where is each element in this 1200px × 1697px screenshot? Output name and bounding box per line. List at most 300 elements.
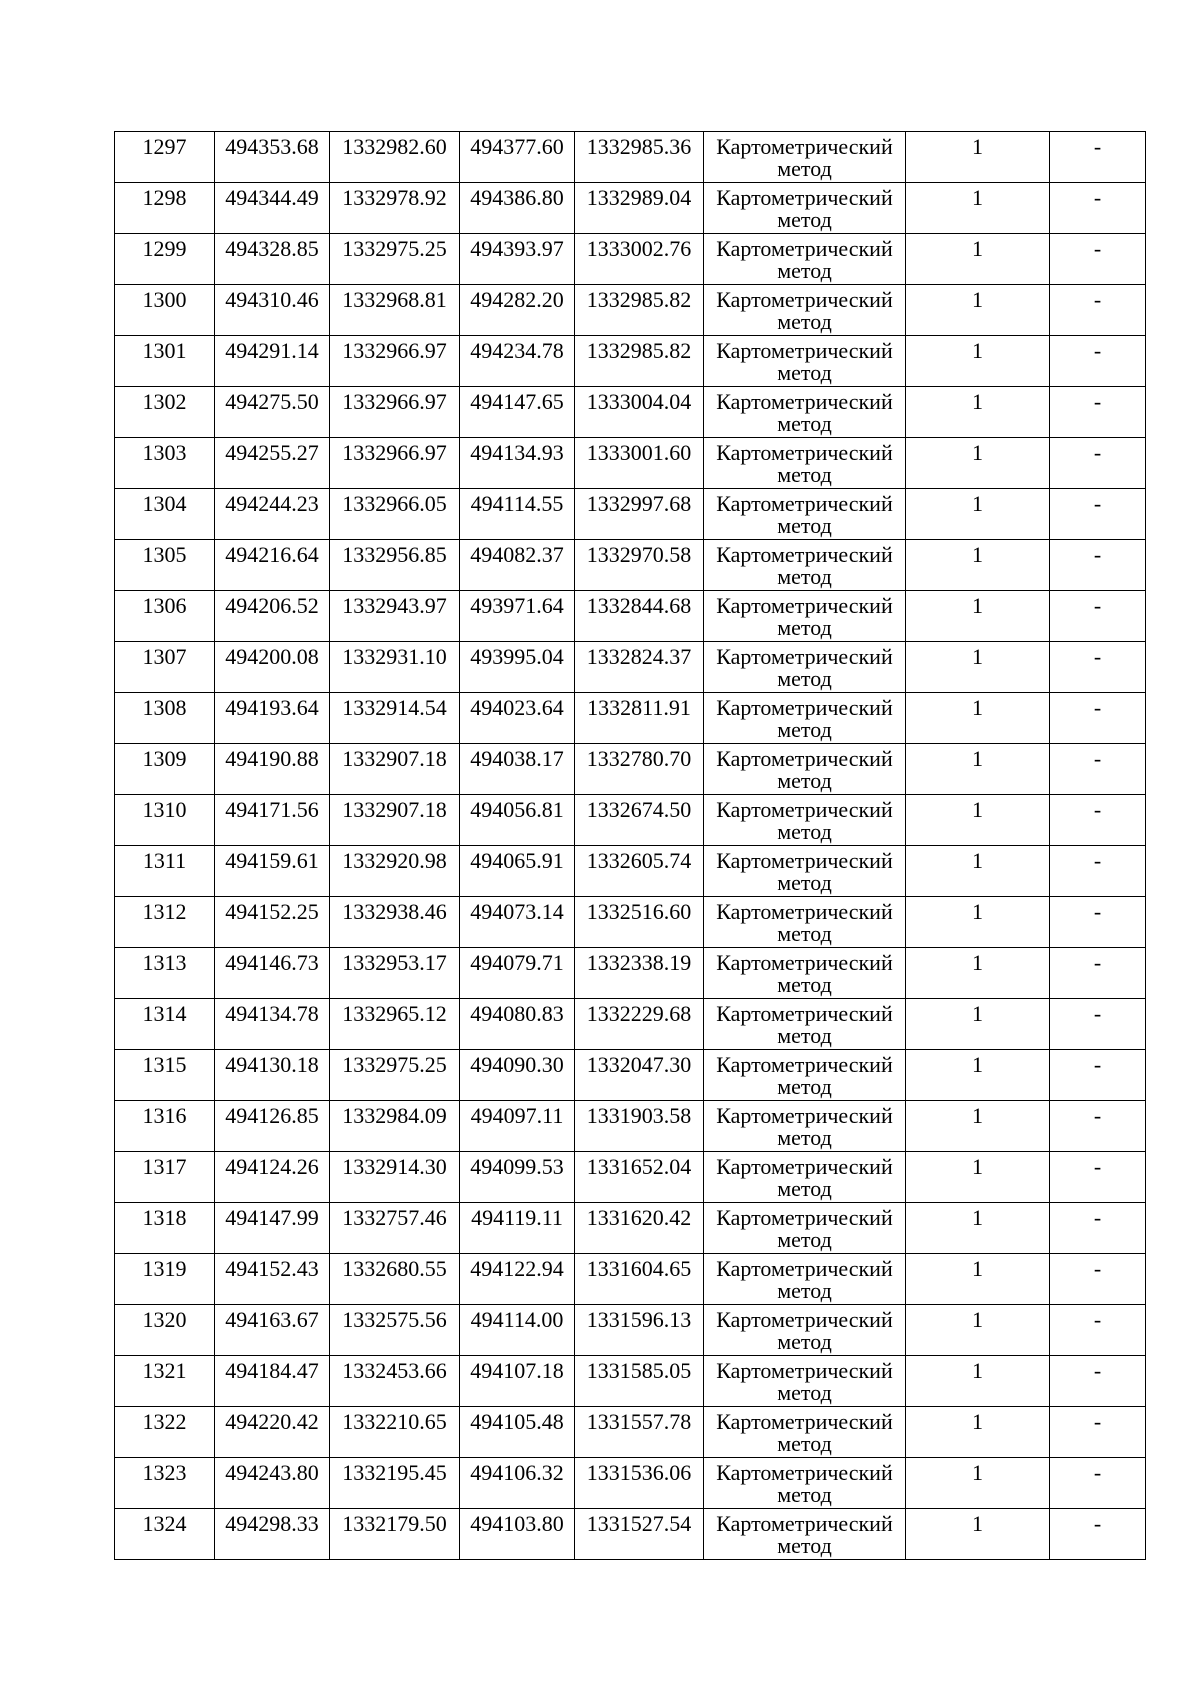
x1-coordinate-cell-text: 494171.56 [225, 797, 319, 822]
y2-coordinate-cell-text: 1332970.58 [586, 542, 692, 567]
method-cell [704, 693, 906, 744]
note-cell [1050, 1254, 1146, 1305]
y1-coordinate-cell [330, 1101, 460, 1152]
x2-coordinate-cell-text: 494282.20 [470, 287, 564, 312]
note-cell [1050, 744, 1146, 795]
x1-coordinate-cell [215, 183, 330, 234]
value-cell [906, 438, 1050, 489]
value-cell [906, 948, 1050, 999]
x1-coordinate-cell-text: 494216.64 [225, 542, 319, 567]
method-line-1: Картометрический [716, 848, 893, 873]
y1-coordinate-cell-text: 1332966.05 [342, 491, 447, 516]
y2-coordinate-cell-text: 1332989.04 [586, 185, 692, 210]
note-cell-text: - [1093, 440, 1102, 465]
x2-coordinate-cell [460, 1356, 575, 1407]
y1-coordinate-cell-text: 1332966.97 [342, 389, 447, 414]
x2-coordinate-cell [460, 1152, 575, 1203]
x1-coordinate-cell [215, 1203, 330, 1254]
y2-coordinate-cell-text: 1331652.04 [586, 1154, 692, 1179]
y1-coordinate-cell-text: 1332680.55 [342, 1256, 447, 1281]
y2-coordinate-cell [575, 234, 704, 285]
x2-coordinate-cell [460, 693, 575, 744]
y1-coordinate-cell [330, 744, 460, 795]
point-number-cell-text: 1319 [142, 1256, 187, 1281]
y1-coordinate-cell [330, 591, 460, 642]
note-cell-text: - [1093, 695, 1102, 720]
value-cell-text: 1 [972, 695, 983, 720]
x1-coordinate-cell-text: 494126.85 [225, 1103, 319, 1128]
value-cell-text: 1 [972, 236, 983, 261]
point-number-cell-text: 1298 [142, 185, 187, 210]
y2-coordinate-cell-text: 1332047.30 [586, 1052, 692, 1077]
value-cell [906, 1152, 1050, 1203]
point-number-cell-text: 1320 [142, 1307, 187, 1332]
note-cell-text: - [1093, 1154, 1102, 1179]
y2-coordinate-cell-text: 1332997.68 [586, 491, 692, 516]
table-row [115, 132, 1146, 183]
x1-coordinate-cell-text: 494220.42 [225, 1409, 319, 1434]
point-number-cell [115, 540, 215, 591]
method-cell [704, 1203, 906, 1254]
x1-coordinate-cell [215, 1407, 330, 1458]
method-line-2: метод [777, 210, 832, 232]
value-cell-text: 1 [972, 440, 983, 465]
y2-coordinate-cell-text: 1332516.60 [586, 899, 692, 924]
point-number-cell [115, 744, 215, 795]
x1-coordinate-cell [215, 642, 330, 693]
method-cell [704, 1356, 906, 1407]
y1-coordinate-cell [330, 1509, 460, 1560]
y1-coordinate-cell [330, 540, 460, 591]
note-cell [1050, 948, 1146, 999]
value-cell-text: 1 [972, 848, 983, 873]
value-cell [906, 1509, 1050, 1560]
x1-coordinate-cell [215, 1101, 330, 1152]
point-number-cell-text: 1299 [142, 236, 187, 261]
note-cell-text: - [1093, 1358, 1102, 1383]
y1-coordinate-cell-text: 1332982.60 [342, 134, 447, 159]
method-cell [704, 999, 906, 1050]
note-cell-text: - [1093, 1052, 1102, 1077]
point-number-cell [115, 948, 215, 999]
value-cell [906, 999, 1050, 1050]
x2-coordinate-cell [460, 1407, 575, 1458]
method-line-1: Картометрический [716, 797, 893, 822]
method-line-2: метод [777, 1128, 832, 1150]
note-cell [1050, 1356, 1146, 1407]
x2-coordinate-cell [460, 234, 575, 285]
x1-coordinate-cell-text: 494200.08 [225, 644, 319, 669]
y2-coordinate-cell-text: 1333001.60 [586, 440, 692, 465]
y2-coordinate-cell [575, 438, 704, 489]
x1-coordinate-cell [215, 948, 330, 999]
x1-coordinate-cell [215, 1305, 330, 1356]
x2-coordinate-cell-text: 494393.97 [470, 236, 564, 261]
note-cell [1050, 1305, 1146, 1356]
point-number-cell-text: 1307 [142, 644, 187, 669]
point-number-cell-text: 1323 [142, 1460, 187, 1485]
y2-coordinate-cell [575, 1101, 704, 1152]
y1-coordinate-cell [330, 387, 460, 438]
x1-coordinate-cell-text: 494190.88 [225, 746, 319, 771]
value-cell-text: 1 [972, 185, 983, 210]
x2-coordinate-cell [460, 285, 575, 336]
note-cell [1050, 846, 1146, 897]
x2-coordinate-cell-text: 494099.53 [470, 1154, 564, 1179]
y1-coordinate-cell-text: 1332984.09 [342, 1103, 447, 1128]
y2-coordinate-cell-text: 1332824.37 [586, 644, 692, 669]
x2-coordinate-cell-text: 494119.11 [471, 1205, 563, 1230]
method-line-2: метод [777, 720, 832, 742]
x2-coordinate-cell-text: 494106.32 [470, 1460, 564, 1485]
y2-coordinate-cell-text: 1331536.06 [586, 1460, 692, 1485]
x1-coordinate-cell-text: 494206.52 [225, 593, 319, 618]
x1-coordinate-cell [215, 744, 330, 795]
point-number-cell-text: 1300 [142, 287, 187, 312]
x2-coordinate-cell-text: 494023.64 [470, 695, 564, 720]
value-cell-text: 1 [972, 389, 983, 414]
x1-coordinate-cell [215, 489, 330, 540]
method-line-1: Картометрический [716, 950, 893, 975]
value-cell [906, 897, 1050, 948]
table-row [115, 1356, 1146, 1407]
note-cell-text: - [1093, 797, 1102, 822]
note-cell [1050, 387, 1146, 438]
method-line-1: Картометрический [716, 1001, 893, 1026]
method-line-1: Картометрический [716, 440, 893, 465]
table-row [115, 1203, 1146, 1254]
y2-coordinate-cell [575, 744, 704, 795]
method-line-2: метод [777, 159, 832, 181]
y2-coordinate-cell [575, 489, 704, 540]
note-cell-text: - [1093, 1001, 1102, 1026]
y1-coordinate-cell [330, 285, 460, 336]
y2-coordinate-cell-text: 1332811.91 [587, 695, 691, 720]
table-row [115, 1458, 1146, 1509]
x1-coordinate-cell [215, 846, 330, 897]
note-cell [1050, 1509, 1146, 1560]
value-cell-text: 1 [972, 1511, 983, 1536]
method-cell [704, 1407, 906, 1458]
x1-coordinate-cell [215, 1356, 330, 1407]
x1-coordinate-cell [215, 438, 330, 489]
y1-coordinate-cell-text: 1332195.45 [342, 1460, 447, 1485]
note-cell-text: - [1093, 1103, 1102, 1128]
x1-coordinate-cell [215, 1458, 330, 1509]
note-cell-text: - [1093, 746, 1102, 771]
point-number-cell [115, 438, 215, 489]
y2-coordinate-cell [575, 1458, 704, 1509]
y1-coordinate-cell [330, 336, 460, 387]
x2-coordinate-cell-text: 494056.81 [470, 797, 564, 822]
x1-coordinate-cell-text: 494310.46 [225, 287, 319, 312]
note-cell-text: - [1093, 593, 1102, 618]
table-row [115, 1152, 1146, 1203]
note-cell-text: - [1093, 185, 1102, 210]
x2-coordinate-cell-text: 494386.80 [470, 185, 564, 210]
point-number-cell-text: 1324 [142, 1511, 187, 1536]
y1-coordinate-cell-text: 1332975.25 [342, 236, 447, 261]
x2-coordinate-cell-text: 494114.55 [470, 491, 564, 516]
x1-coordinate-cell-text: 494328.85 [225, 236, 319, 261]
method-cell [704, 438, 906, 489]
x2-coordinate-cell [460, 183, 575, 234]
x2-coordinate-cell-text: 494080.83 [470, 1001, 564, 1026]
method-cell [704, 591, 906, 642]
value-cell [906, 846, 1050, 897]
y1-coordinate-cell-text: 1332966.97 [342, 440, 447, 465]
x1-coordinate-cell-text: 494353.68 [225, 134, 319, 159]
point-number-cell [115, 1101, 215, 1152]
method-cell [704, 1152, 906, 1203]
y1-coordinate-cell-text: 1332907.18 [342, 797, 447, 822]
point-number-cell [115, 1203, 215, 1254]
x2-coordinate-cell [460, 1509, 575, 1560]
note-cell-text: - [1093, 491, 1102, 516]
y2-coordinate-cell-text: 1332229.68 [586, 1001, 692, 1026]
value-cell-text: 1 [972, 287, 983, 312]
value-cell [906, 234, 1050, 285]
value-cell-text: 1 [972, 1256, 983, 1281]
method-cell [704, 183, 906, 234]
value-cell-text: 1 [972, 1052, 983, 1077]
method-line-1: Картометрический [716, 185, 893, 210]
point-number-cell [115, 897, 215, 948]
point-number-cell [115, 591, 215, 642]
x1-coordinate-cell [215, 1050, 330, 1101]
value-cell [906, 1101, 1050, 1152]
method-line-2: метод [777, 414, 832, 436]
point-number-cell-text: 1313 [142, 950, 187, 975]
y2-coordinate-cell [575, 999, 704, 1050]
x1-coordinate-cell-text: 494146.73 [225, 950, 319, 975]
note-cell-text: - [1093, 287, 1102, 312]
x1-coordinate-cell-text: 494193.64 [225, 695, 319, 720]
point-number-cell-text: 1311 [142, 848, 187, 873]
x1-coordinate-cell [215, 591, 330, 642]
value-cell-text: 1 [972, 338, 983, 363]
x1-coordinate-cell-text: 494163.67 [225, 1307, 319, 1332]
y2-coordinate-cell [575, 795, 704, 846]
point-number-cell-text: 1305 [142, 542, 187, 567]
note-cell [1050, 642, 1146, 693]
method-line-1: Картометрический [716, 1307, 893, 1332]
x1-coordinate-cell [215, 132, 330, 183]
value-cell-text: 1 [972, 1001, 983, 1026]
table-row [115, 1305, 1146, 1356]
method-cell [704, 642, 906, 693]
method-line-1: Картометрический [716, 389, 893, 414]
method-line-1: Картометрический [716, 644, 893, 669]
y2-coordinate-cell-text: 1332780.70 [586, 746, 692, 771]
point-number-cell-text: 1321 [142, 1358, 187, 1383]
table-row [115, 897, 1146, 948]
method-line-1: Картометрический [716, 899, 893, 924]
x2-coordinate-cell [460, 438, 575, 489]
value-cell [906, 489, 1050, 540]
y2-coordinate-cell-text: 1333002.76 [586, 236, 692, 261]
point-number-cell [115, 336, 215, 387]
method-line-2: метод [777, 567, 832, 589]
y1-coordinate-cell-text: 1332965.12 [342, 1001, 447, 1026]
value-cell-text: 1 [972, 1307, 983, 1332]
point-number-cell-text: 1301 [142, 338, 187, 363]
method-cell [704, 1254, 906, 1305]
value-cell [906, 132, 1050, 183]
method-line-1: Картометрический [716, 1460, 893, 1485]
y1-coordinate-cell-text: 1332943.97 [342, 593, 447, 618]
x2-coordinate-cell [460, 336, 575, 387]
note-cell-text: - [1093, 1307, 1102, 1332]
method-line-1: Картометрический [716, 134, 893, 159]
point-number-cell-text: 1310 [142, 797, 187, 822]
point-number-cell [115, 846, 215, 897]
x2-coordinate-cell-text: 493971.64 [470, 593, 564, 618]
point-number-cell-text: 1318 [142, 1205, 187, 1230]
y1-coordinate-cell-text: 1332210.65 [342, 1409, 447, 1434]
table-row [115, 1407, 1146, 1458]
method-line-2: метод [777, 516, 832, 538]
y1-coordinate-cell-text: 1332931.10 [342, 644, 447, 669]
table-body [115, 132, 1146, 1560]
note-cell [1050, 1101, 1146, 1152]
note-cell-text: - [1093, 1460, 1102, 1485]
value-cell-text: 1 [972, 899, 983, 924]
method-line-2: метод [777, 771, 832, 793]
note-cell [1050, 897, 1146, 948]
method-cell [704, 948, 906, 999]
point-number-cell [115, 285, 215, 336]
method-line-1: Картометрический [716, 1256, 893, 1281]
value-cell [906, 183, 1050, 234]
y1-coordinate-cell-text: 1332966.97 [342, 338, 447, 363]
x1-coordinate-cell [215, 336, 330, 387]
table-row [115, 285, 1146, 336]
point-number-cell-text: 1309 [142, 746, 187, 771]
y2-coordinate-cell [575, 948, 704, 999]
y1-coordinate-cell-text: 1332453.66 [342, 1358, 447, 1383]
y1-coordinate-cell-text: 1332975.25 [342, 1052, 447, 1077]
table-row [115, 1254, 1146, 1305]
note-cell [1050, 1407, 1146, 1458]
x1-coordinate-cell-text: 494244.23 [225, 491, 319, 516]
y2-coordinate-cell [575, 336, 704, 387]
y2-coordinate-cell-text: 1332985.82 [586, 338, 692, 363]
y1-coordinate-cell [330, 438, 460, 489]
method-cell [704, 540, 906, 591]
x1-coordinate-cell [215, 234, 330, 285]
x2-coordinate-cell [460, 795, 575, 846]
method-cell [704, 1458, 906, 1509]
y2-coordinate-cell-text: 1331557.78 [586, 1409, 692, 1434]
value-cell [906, 1356, 1050, 1407]
y1-coordinate-cell [330, 948, 460, 999]
table-row [115, 948, 1146, 999]
point-number-cell [115, 1050, 215, 1101]
method-line-2: метод [777, 1026, 832, 1048]
y1-coordinate-cell-text: 1332907.18 [342, 746, 447, 771]
note-cell-text: - [1093, 644, 1102, 669]
table-row [115, 1509, 1146, 1560]
x2-coordinate-cell [460, 1050, 575, 1101]
method-line-2: метод [777, 1383, 832, 1405]
method-line-2: метод [777, 261, 832, 283]
method-line-2: метод [777, 1077, 832, 1099]
point-number-cell [115, 1509, 215, 1560]
y1-coordinate-cell [330, 897, 460, 948]
table-row [115, 183, 1146, 234]
point-number-cell-text: 1315 [142, 1052, 187, 1077]
method-line-2: метод [777, 312, 832, 334]
value-cell-text: 1 [972, 797, 983, 822]
y2-coordinate-cell [575, 1305, 704, 1356]
y1-coordinate-cell [330, 1254, 460, 1305]
note-cell [1050, 1203, 1146, 1254]
value-cell-text: 1 [972, 1103, 983, 1128]
note-cell [1050, 591, 1146, 642]
y2-coordinate-cell [575, 642, 704, 693]
method-line-1: Картометрический [716, 287, 893, 312]
y2-coordinate-cell-text: 1331903.58 [586, 1103, 692, 1128]
y2-coordinate-cell-text: 1332844.68 [586, 593, 692, 618]
method-line-1: Картометрический [716, 1205, 893, 1230]
value-cell-text: 1 [972, 1358, 983, 1383]
method-cell [704, 336, 906, 387]
value-cell-text: 1 [972, 746, 983, 771]
note-cell-text: - [1093, 338, 1102, 363]
table-row [115, 795, 1146, 846]
value-cell [906, 387, 1050, 438]
table-row [115, 540, 1146, 591]
value-cell [906, 795, 1050, 846]
y2-coordinate-cell [575, 591, 704, 642]
point-number-cell [115, 1152, 215, 1203]
x2-coordinate-cell-text: 494134.93 [470, 440, 564, 465]
x2-coordinate-cell-text: 494114.00 [470, 1307, 564, 1332]
method-line-2: метод [777, 1179, 832, 1201]
method-line-2: метод [777, 618, 832, 640]
table-row [115, 999, 1146, 1050]
value-cell [906, 693, 1050, 744]
note-cell-text: - [1093, 848, 1102, 873]
x1-coordinate-cell [215, 540, 330, 591]
y2-coordinate-cell-text: 1331604.65 [586, 1256, 692, 1281]
point-number-cell [115, 795, 215, 846]
method-cell [704, 1305, 906, 1356]
value-cell [906, 285, 1050, 336]
y1-coordinate-cell-text: 1332938.46 [342, 899, 447, 924]
method-cell [704, 897, 906, 948]
x2-coordinate-cell [460, 897, 575, 948]
value-cell-text: 1 [972, 491, 983, 516]
table-row [115, 744, 1146, 795]
y1-coordinate-cell [330, 1407, 460, 1458]
value-cell [906, 1254, 1050, 1305]
y2-coordinate-cell-text: 1332985.36 [586, 134, 692, 159]
x2-coordinate-cell [460, 132, 575, 183]
x1-coordinate-cell [215, 1509, 330, 1560]
y1-coordinate-cell [330, 1305, 460, 1356]
point-number-cell-text: 1312 [142, 899, 187, 924]
method-cell [704, 744, 906, 795]
value-cell-text: 1 [972, 134, 983, 159]
x1-coordinate-cell-text: 494275.50 [225, 389, 319, 414]
value-cell [906, 336, 1050, 387]
table-row [115, 591, 1146, 642]
y2-coordinate-cell-text: 1332985.82 [586, 287, 692, 312]
note-cell-text: - [1093, 542, 1102, 567]
note-cell-text: - [1093, 389, 1102, 414]
